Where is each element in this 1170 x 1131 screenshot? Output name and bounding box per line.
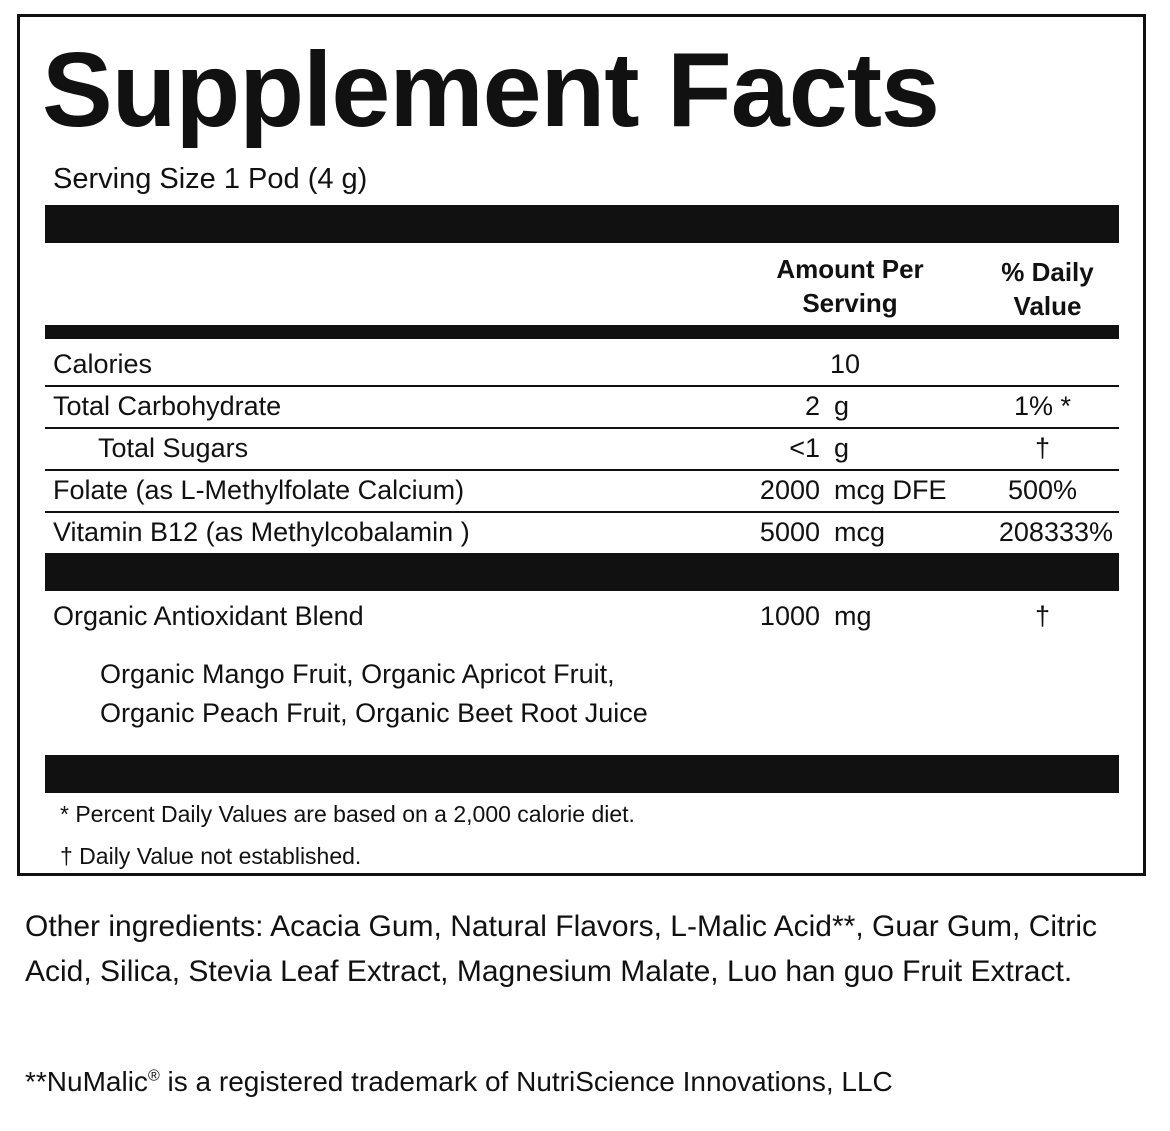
row-divider bbox=[45, 427, 1119, 429]
nutrient-name: Total Sugars bbox=[98, 433, 249, 463]
nutrient-name: Calories bbox=[53, 349, 153, 379]
blend-unit: mg bbox=[834, 601, 872, 631]
nutrient-unit: mcg DFE bbox=[834, 475, 947, 505]
nutrient-daily-value: 1% * bbox=[1013, 391, 1072, 421]
percent-daily-value-footnote: * Percent Daily Values are based on a 2,000 calorie diet. bbox=[60, 801, 635, 827]
daily-value-header bbox=[965, 255, 1130, 323]
thick-divider bbox=[45, 755, 1119, 793]
nutrient-amount: 5000 bbox=[759, 517, 820, 547]
trademark-notice bbox=[25, 1066, 893, 1098]
trademark-text: is a registered trademark of NutriScience Innovations, LLC bbox=[159, 1066, 893, 1097]
row-divider bbox=[45, 385, 1119, 387]
nutrient-daily-value: 500% bbox=[1007, 475, 1078, 505]
nutrient-unit: g bbox=[834, 433, 850, 463]
row-divider bbox=[45, 511, 1119, 513]
blend-ingredients: Organic Mango Fruit, Organic Apricot Fruit, Organic Peach Fruit, Organic Beet Root Juice bbox=[100, 659, 648, 728]
nutrient-amount: 10 bbox=[829, 349, 861, 379]
amount-header-line2: Serving bbox=[802, 288, 898, 318]
amount-header-line1: Amount Per bbox=[776, 254, 924, 284]
nutrient-unit: mcg bbox=[834, 517, 886, 547]
nutrient-unit: g bbox=[834, 391, 850, 421]
blend-daily-value: † bbox=[1034, 601, 1051, 631]
nutrient-name: Folate (as L-Methylfolate Calcium) bbox=[53, 475, 465, 505]
thick-divider bbox=[45, 205, 1119, 243]
serving-size: Serving Size 1 Pod (4 g) bbox=[53, 163, 368, 195]
nutrient-daily-value: 208333% bbox=[998, 517, 1113, 547]
blend-amount: 1000 bbox=[759, 601, 820, 631]
nutrient-amount: 2000 bbox=[759, 475, 820, 505]
amount-per-serving-header bbox=[730, 252, 970, 320]
nutrient-amount: <1 bbox=[789, 433, 820, 463]
nutrient-name: Total Carbohydrate bbox=[53, 391, 282, 421]
nutrient-daily-value: † bbox=[1034, 433, 1051, 463]
thick-divider bbox=[45, 553, 1119, 591]
medium-divider bbox=[45, 325, 1119, 339]
dv-header-line1: % Daily bbox=[1001, 257, 1094, 287]
dagger-footnote: † Daily Value not established. bbox=[60, 843, 362, 869]
supplement-facts-panel bbox=[17, 14, 1146, 876]
trademark-brand: **NuMalic bbox=[25, 1066, 148, 1097]
blend-name: Organic Antioxidant Blend bbox=[53, 601, 364, 631]
nutrient-name: Vitamin B12 (as Methylcobalamin ) bbox=[53, 517, 470, 547]
other-ingredients: Other ingredients: Acacia Gum, Natural Flavors, L-Malic Acid**, Guar Gum, Citric Acid, Silica, Stevia Leaf Extract, Magnesium Malate, Luo han guo Fruit Extract. bbox=[25, 910, 1098, 988]
panel-title: Supplement Facts bbox=[42, 31, 939, 149]
registered-mark: ® bbox=[147, 1067, 160, 1085]
dv-header-line2: Value bbox=[1013, 291, 1082, 321]
nutrient-amount: 2 bbox=[804, 391, 820, 421]
row-divider bbox=[45, 469, 1119, 471]
